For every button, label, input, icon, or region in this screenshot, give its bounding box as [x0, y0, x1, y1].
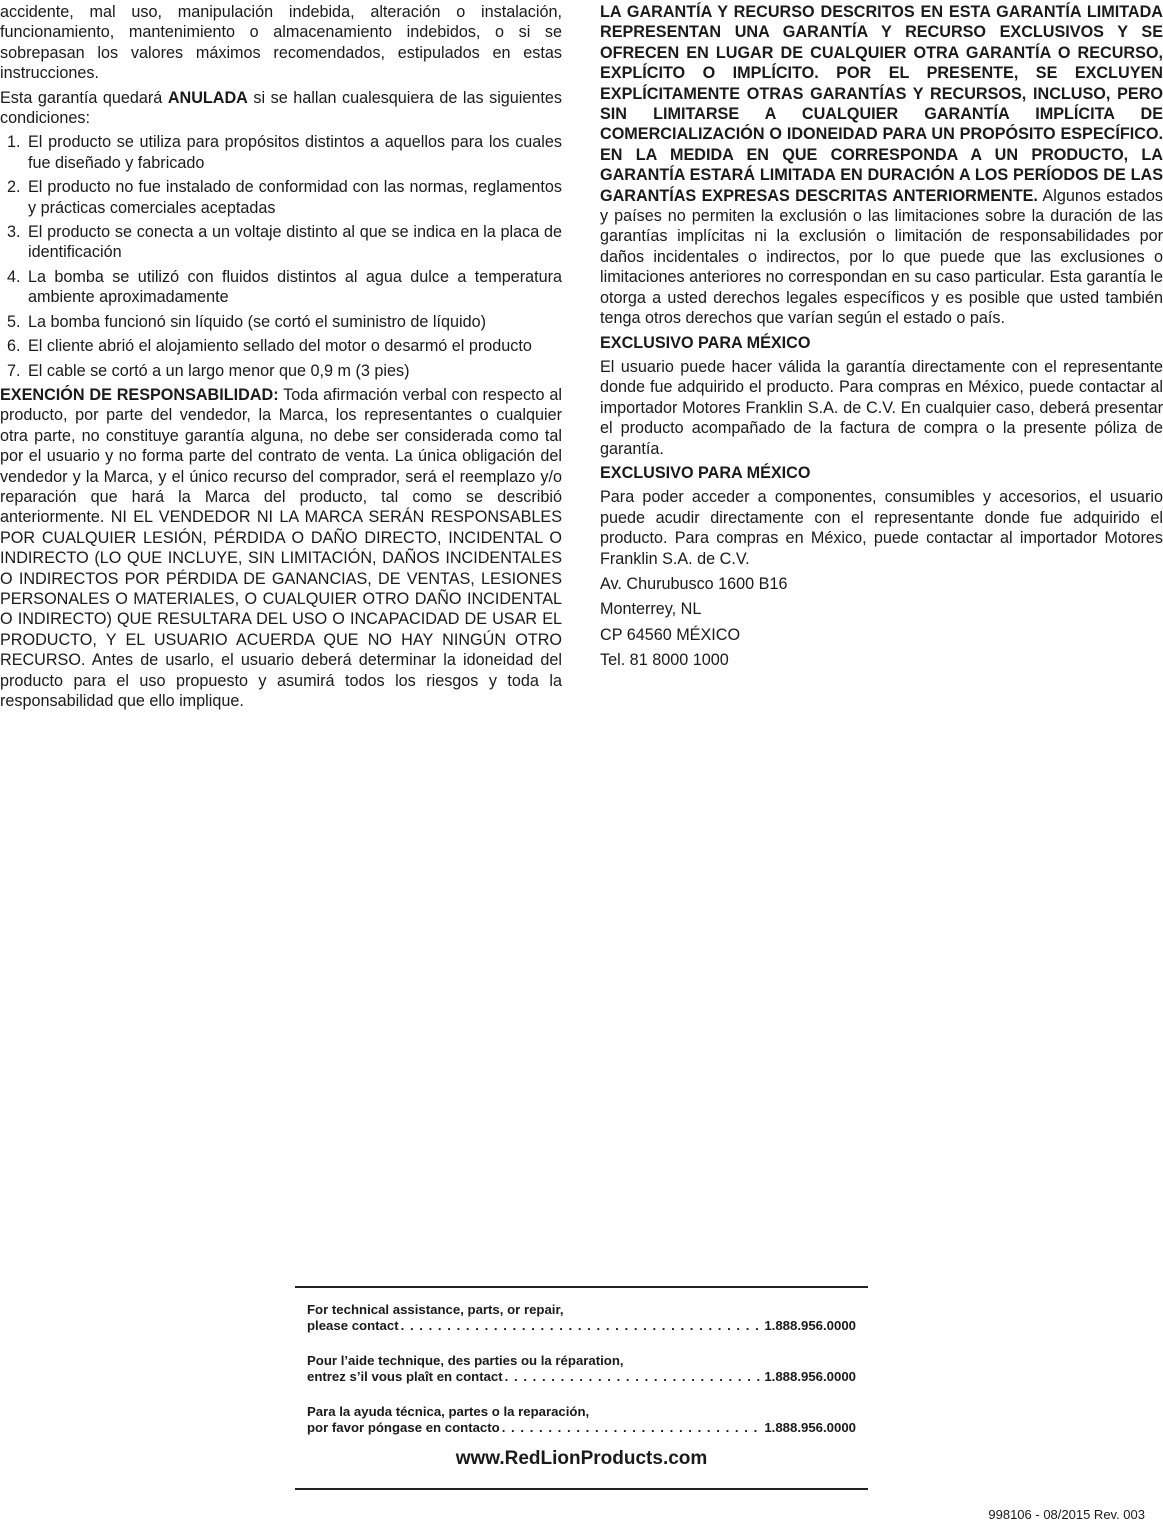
- contact-prompt: por favor póngase en contacto: [307, 1420, 500, 1435]
- warranty-paragraph: [600, 2, 1163, 329]
- warranty-text: Algunos estados y países no permiten la exclusión o las limitaciones sobre la duración de las garantías implícitas ni la exclusión o limitación de responsabilidades por daños incidentales o indirectos, por lo que puede que las exclusiones o limitaciones anteriores no correspondan en su caso particular. Esta garantía le otorga a usted derechos legales específicos y es posible que usted también tenga otros derechos que varían según el estado o país.: [600, 186, 1163, 328]
- intro-paragraph: accidente, mal uso, manipulación indebida, alteración o instalación, funcionamiento, mantenimiento o almacenamiento indebidos, o si se sobrepasan los valores máximos recomendados, estipulados en estas instrucciones.: [0, 3, 562, 83]
- list-item: [0, 267, 562, 308]
- contact-entry-french: [307, 1353, 856, 1385]
- void-post: si se hallan cualesquiera de las siguientes condiciones:: [0, 88, 563, 128]
- document-id: 998106 - 08/2015 Rev. 003: [988, 1507, 1145, 1522]
- address-line: CP 64560 MÉXICO: [600, 625, 741, 644]
- list-number: 2.: [7, 178, 21, 197]
- exemption-label: EXENCIÓN DE RESPONSABILIDAD:: [0, 385, 279, 404]
- contact-leader-line: [307, 1318, 856, 1334]
- contact-prompt: entrez s’il vous plaît en contact: [307, 1369, 503, 1384]
- phone-line: Tel. 81 8000 1000: [600, 651, 729, 670]
- contact-entry-spanish: [307, 1404, 856, 1436]
- list-number: 1.: [7, 133, 21, 152]
- left-column: [0, 2, 562, 715]
- exemption-text: Toda afirmación verbal con respecto al producto, por parte del vendedor, la Marca, los representantes o cualquier otra parte, no constituye garantía alguna, no debe ser considerada como tal por el usuario y no forma parte del contrato de venta. La única obligación del vendedor y la Marca, y el único recurso del comprador, será el reemplazo y/o reparación que hará la Marca del producto, tal como se describió anteriormente. NI EL VENDEDOR NI LA MARCA SERÁN RESPONSABLES POR CUALQUIER LESIÓN, PÉRDIDA O DAÑO DIRECTO, INCIDENTAL O INDIRECTO (LO QUE INCLUYE, SIN LIMITACIÓN, DAÑOS INCIDENTALES O INDIRECTOS POR PÉRDIDA DE GANANCIAS, DE VENTAS, LESIONES PERSONALES O MATERIALES, O CUALQUIER OTRO DAÑO INCIDENTAL O INDIRECTO) QUE RESULTARA DEL USO O INCAPACIDAD DE USAR EL PRODUCTO, Y EL USUARIO ACUERDA QUE NO HAY NINGÚN OTRO RECURSO. Antes de usarlo, el usuario deberá determinar la idoneidad del producto para el uso propuesto y asumirá todos los riesgos y toda la responsabilidad que ello implique.: [0, 385, 562, 710]
- list-number: 7.: [7, 361, 21, 380]
- list-number: 4.: [7, 267, 21, 286]
- list-number: 6.: [7, 337, 21, 356]
- contact-line: For technical assistance, parts, or repair,: [307, 1302, 564, 1317]
- mexico-paragraph-2: Para poder acceder a componentes, consumibles y accesorios, el usuario puede acudir directamente con el representante donde fue adquirido el producto. Para compras en México, puede contactar al importador Motores Franklin S.A. de C.V.: [600, 488, 1163, 568]
- list-item: [0, 312, 562, 332]
- list-text: El producto se utiliza para propósitos distintos a aquellos para los cuales fue diseñado y fabricado: [28, 133, 562, 172]
- list-item: [0, 336, 562, 356]
- contact-prompt: please contact: [307, 1318, 399, 1333]
- mexico-heading-2: EXCLUSIVO PARA MÉXICO: [600, 463, 811, 482]
- address-line: Monterrey, NL: [600, 600, 702, 619]
- contact-box: [295, 1286, 868, 1490]
- contact-phone: 1.888.956.0000: [764, 1369, 856, 1384]
- contact-entry-english: [307, 1302, 856, 1334]
- dot-leader: [505, 1369, 763, 1385]
- contact-line: Para la ayuda técnica, partes o la reparación,: [307, 1404, 590, 1419]
- exemption-paragraph: [0, 385, 562, 712]
- contact-phone: 1.888.956.0000: [764, 1420, 856, 1435]
- contact-leader-line: [307, 1420, 856, 1436]
- list-item: [0, 361, 562, 381]
- list-text: El cliente abrió el alojamiento sellado del motor o desarmó el producto: [28, 337, 532, 356]
- mexico-paragraph-1: El usuario puede hacer válida la garantía directamente con el representante donde fue adquirido el producto. Para compras en México, puede contactar al importador Motores Franklin S.A. de C.V. En cualquier caso, deberá presentar el producto acompañado de la factura de compra o la presente póliza de garantía.: [600, 357, 1163, 458]
- right-column: [600, 2, 1163, 676]
- address-line: Av. Churubusco 1600 B16: [600, 574, 788, 593]
- dot-leader: [502, 1420, 763, 1436]
- contact-line: Pour l’aide technique, des parties ou la réparation,: [307, 1353, 624, 1368]
- list-item: [0, 132, 562, 173]
- contact-leader-line: [307, 1369, 856, 1385]
- void-keyword: ANULADA: [167, 88, 248, 107]
- list-text: El producto se conecta a un voltaje distinto al que se indica en la placa de identificación: [28, 223, 562, 262]
- mexico-heading-1: EXCLUSIVO PARA MÉXICO: [600, 333, 811, 352]
- contact-phone: 1.888.956.0000: [764, 1318, 856, 1333]
- void-pre: Esta garantía quedará: [0, 88, 163, 107]
- list-text: El producto no fue instalado de conformidad con las normas, reglamentos y prácticas comerciales aceptadas: [28, 178, 562, 217]
- dot-leader: [401, 1318, 763, 1334]
- void-conditions-intro: [0, 88, 562, 129]
- list-number: 3.: [7, 223, 21, 242]
- list-text: La bomba funcionó sin líquido (se cortó el suministro de líquido): [28, 312, 487, 331]
- list-number: 5.: [7, 312, 21, 331]
- list-item: [0, 177, 562, 218]
- conditions-list: [0, 132, 562, 380]
- list-text: El cable se cortó a un largo menor que 0,9 m (3 pies): [28, 361, 410, 380]
- list-item: [0, 222, 562, 263]
- website-link[interactable]: www.RedLionProducts.com: [455, 1448, 708, 1469]
- list-text: La bomba se utilizó con fluidos distintos al agua dulce a temperatura ambiente aproximadamente: [28, 267, 562, 307]
- warranty-disclaimer: LA GARANTÍA Y RECURSO DESCRITOS EN ESTA GARANTÍA LIMITADA REPRESENTAN UNA GARANTÍA Y RECURSO EXCLUSIVOS Y SE OFRECEN EN LUGAR DE CUALQUIER OTRA GARANTÍA O RECURSO, EXPLÍCITO O IMPLÍCITO. POR EL PRESENTE, SE EXCLUYEN EXPLÍCITAMENTE OTRAS GARANTÍAS Y RECURSOS, INCLUSO, PERO SIN LIMITARSE A CUALQUIER GARANTÍA IMPLÍCITA DE COMERCIALIZACIÓN O IDONEIDAD PARA UN PROPÓSITO ESPECÍFICO. EN LA MEDIDA EN QUE CORRESPONDA A UN PRODUCTO, LA GARANTÍA ESTARÁ LIMITADA EN DURACIÓN A LOS PERÍODOS DE LAS GARANTÍAS EXPRESAS DESCRITAS ANTERIORMENTE.: [600, 3, 1163, 205]
